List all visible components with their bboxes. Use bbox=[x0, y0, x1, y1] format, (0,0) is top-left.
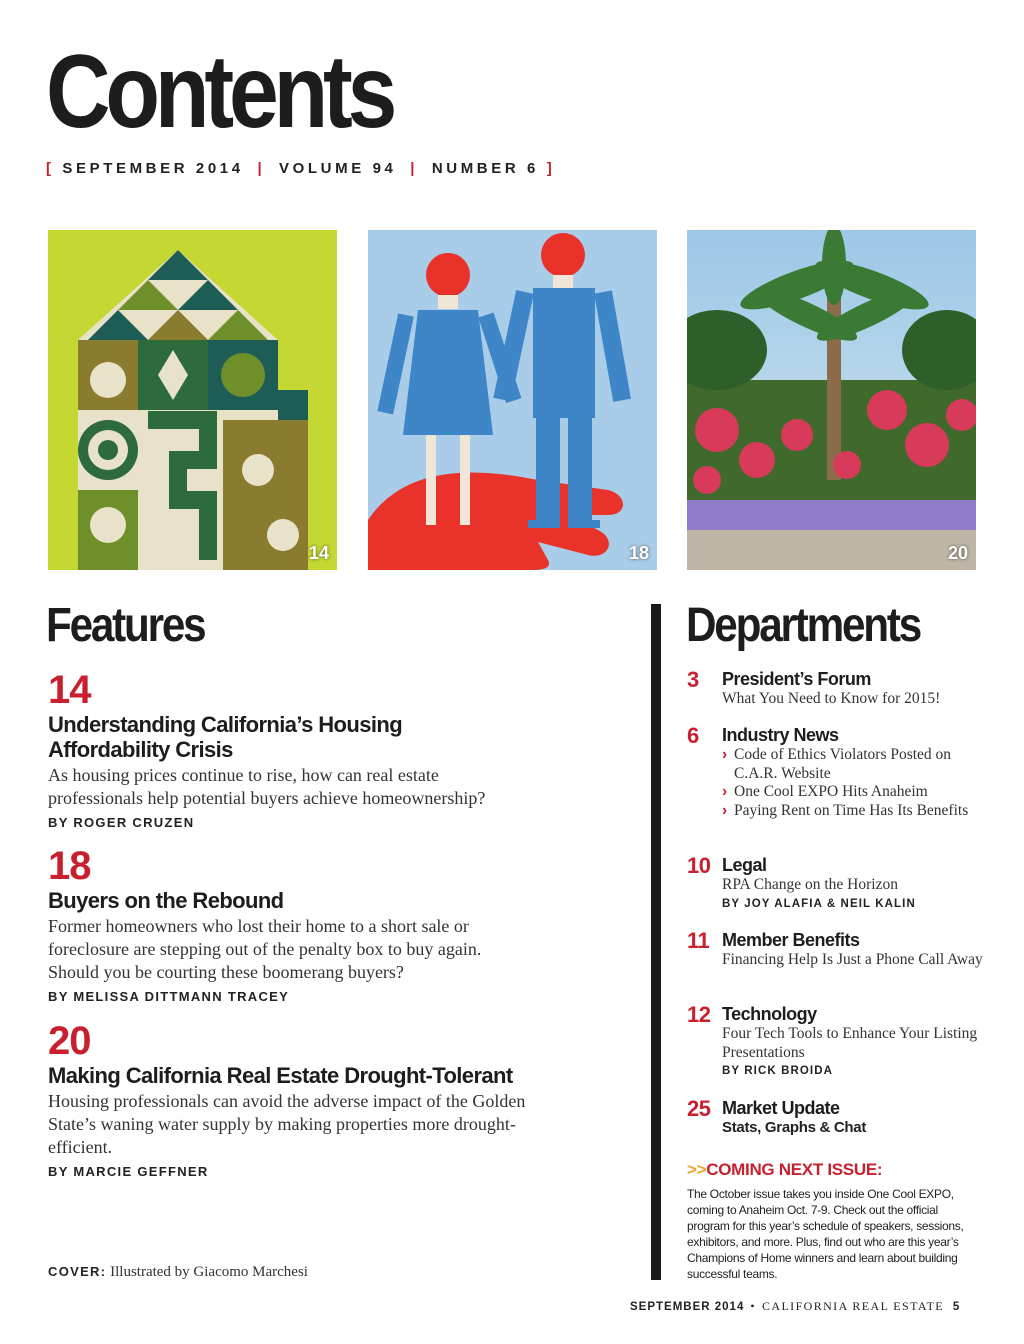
chevron-right-icon: › bbox=[722, 783, 728, 800]
footer-month: SEPTEMBER 2014 bbox=[630, 1301, 745, 1313]
feature-title[interactable]: Buyers on the Rebound bbox=[48, 888, 284, 913]
cover-text: Illustrated by Giacomo Marchesi bbox=[110, 1264, 308, 1280]
department-item[interactable] bbox=[687, 724, 987, 820]
department-title[interactable]: Market Update bbox=[722, 1098, 840, 1118]
cover-label: COVER: bbox=[48, 1264, 107, 1279]
feature-description: Housing professionals can avoid the adverse impact of the Golden State’s waning water supply by making properties more drought-efficient. bbox=[48, 1091, 526, 1157]
page-title: Contents bbox=[46, 34, 393, 150]
next-issue-heading: COMING NEXT ISSUE: bbox=[706, 1160, 883, 1179]
column-divider bbox=[651, 604, 661, 1280]
issue-month: SEPTEMBER 2014 bbox=[62, 160, 244, 177]
page-footer bbox=[630, 1299, 960, 1314]
thumbnail-page-14[interactable] bbox=[48, 230, 337, 570]
footer-page-number: 5 bbox=[952, 1301, 961, 1313]
cover-credit bbox=[48, 1264, 308, 1281]
feature-title[interactable]: Understanding California’s Housing Affordability Crisis bbox=[48, 712, 403, 762]
footer-bullet: • bbox=[750, 1299, 756, 1313]
thumbnail-page-number: 18 bbox=[628, 543, 649, 563]
feature-page-number: 14 bbox=[48, 668, 91, 712]
feature-page-number: 18 bbox=[48, 844, 91, 888]
department-page-number: 11 bbox=[687, 928, 710, 953]
next-issue-label bbox=[687, 1160, 977, 1180]
department-page-number: 10 bbox=[687, 853, 711, 878]
footer-magazine: CALIFORNIA REAL ESTATE bbox=[761, 1299, 945, 1313]
department-subitem[interactable] bbox=[722, 783, 987, 802]
department-description: Stats, Graphs & Chat bbox=[722, 1119, 867, 1136]
issue-info bbox=[46, 160, 555, 177]
thumbnail-page-20[interactable] bbox=[687, 230, 976, 570]
coming-next-issue bbox=[687, 1160, 977, 1282]
features-heading: Features bbox=[46, 599, 205, 652]
bracket-open: [ bbox=[46, 160, 55, 177]
department-page-number: 3 bbox=[687, 667, 699, 692]
thumbnail-page-number: 14 bbox=[308, 543, 329, 563]
feature-item[interactable] bbox=[48, 670, 528, 830]
department-title[interactable]: Member Benefits bbox=[722, 930, 860, 950]
department-page-number: 6 bbox=[687, 723, 699, 748]
department-item[interactable] bbox=[687, 1003, 987, 1077]
issue-number: NUMBER 6 bbox=[431, 160, 539, 177]
department-item[interactable] bbox=[687, 854, 987, 910]
issue-volume: VOLUME 94 bbox=[279, 160, 397, 177]
bracket-close: ] bbox=[546, 160, 556, 177]
department-description: Four Tech Tools to Enhance Your Listing Presentations bbox=[722, 1025, 978, 1061]
department-subitem[interactable] bbox=[722, 802, 987, 821]
feature-byline: BY MELISSA DITTMANN TRACEY bbox=[48, 989, 290, 1004]
subitem-label: Code of Ethics Violators Posted on C.A.R. Website bbox=[734, 746, 952, 782]
department-item[interactable] bbox=[687, 929, 987, 970]
feature-byline: BY MARCIE GEFFNER bbox=[48, 1164, 209, 1179]
department-title[interactable]: Legal bbox=[722, 855, 767, 875]
department-title[interactable]: Technology bbox=[722, 1004, 817, 1024]
couple-on-hand bbox=[368, 230, 657, 570]
next-issue-text: The October issue takes you inside One Cool EXPO, coming to Anaheim Oct. 7-9. Check out the official program for this year’s schedule of speakers, sessions, exhibitors, and more. Plus, find out who are this year’s Champions of Home winners and learn about building successful teams. bbox=[687, 1187, 964, 1281]
chevron-right-icon: › bbox=[722, 801, 728, 819]
department-page-number: 25 bbox=[687, 1096, 711, 1121]
chevron-right-icon: › bbox=[722, 746, 728, 763]
subitem-label: Paying Rent on Time Has Its Benefits bbox=[734, 801, 969, 819]
illustrated-house-faces bbox=[48, 230, 337, 570]
department-page-number: 12 bbox=[687, 1002, 711, 1027]
thumbnail-page-18[interactable] bbox=[368, 230, 657, 570]
department-byline: BY RICK BROIDA bbox=[722, 1065, 834, 1077]
palm-garden-photo bbox=[687, 230, 976, 570]
feature-description: Former homeowners who lost their home to a short sale or foreclosure are stepping out of the penalty box to buy again. Should you be courting these boomerang buyers? bbox=[48, 916, 482, 982]
department-title[interactable]: President’s Forum bbox=[722, 669, 871, 689]
department-subitem[interactable] bbox=[722, 746, 987, 783]
divider: | bbox=[410, 160, 419, 177]
double-arrow-icon: >> bbox=[687, 1160, 707, 1179]
department-description: What You Need to Know for 2015! bbox=[722, 690, 941, 707]
department-description: RPA Change on the Horizon bbox=[722, 876, 898, 893]
feature-title[interactable]: Making California Real Estate Drought-Tolerant bbox=[48, 1063, 513, 1088]
department-title[interactable]: Industry News bbox=[722, 725, 839, 745]
feature-description: As housing prices continue to rise, how can real estate professionals help potential buyers achieve homeownership? bbox=[48, 765, 486, 808]
departments-heading: Departments bbox=[686, 599, 921, 652]
thumbnail-page-number: 20 bbox=[947, 543, 968, 563]
department-byline: BY JOY ALAFIA & NEIL KALIN bbox=[722, 897, 916, 910]
department-item[interactable] bbox=[687, 1097, 987, 1138]
feature-item[interactable] bbox=[48, 846, 528, 1004]
feature-byline: BY ROGER CRUZEN bbox=[48, 815, 195, 830]
feature-item[interactable] bbox=[48, 1021, 528, 1179]
subitem-label: One Cool EXPO Hits Anaheim bbox=[734, 783, 928, 800]
feature-page-number: 20 bbox=[48, 1019, 91, 1063]
department-item[interactable] bbox=[687, 668, 987, 709]
divider: | bbox=[257, 160, 266, 177]
department-description: Financing Help Is Just a Phone Call Away bbox=[722, 951, 983, 968]
